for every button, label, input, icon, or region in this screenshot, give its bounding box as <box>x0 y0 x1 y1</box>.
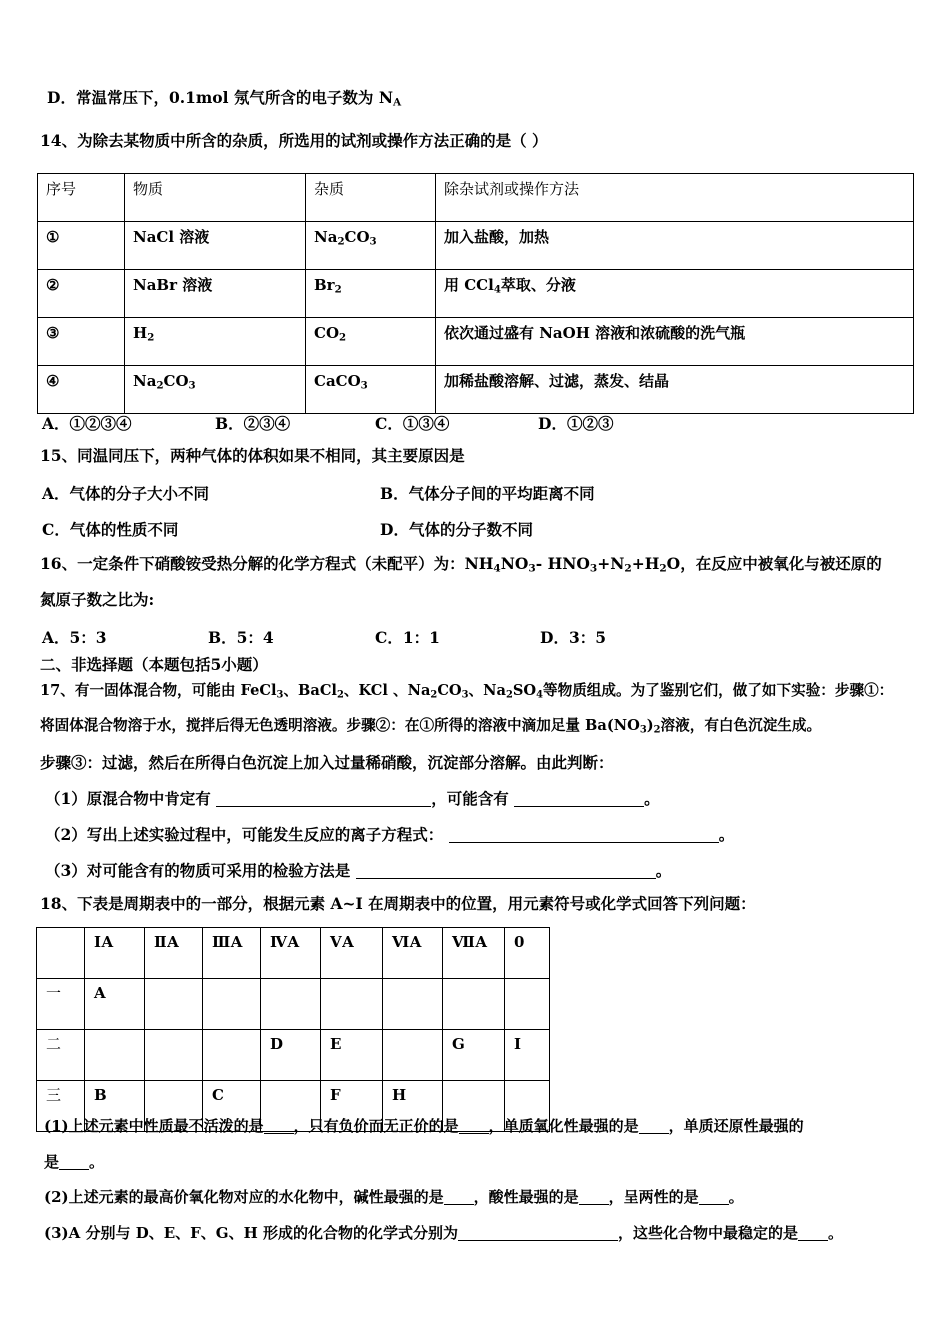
row-method: 加稀盐酸溶解、过滤，蒸发、结晶 <box>436 366 914 414</box>
row-impurity: $CO_2$ <box>306 318 436 366</box>
q13-option-d <box>47 90 401 108</box>
section2-heading: 二、非选择题（本题包括5小题） <box>40 655 268 674</box>
periodic-table-excerpt <box>36 927 550 1132</box>
periodic-row-1 <box>37 979 550 1030</box>
q16-option-d[interactable]: D．3：5 <box>540 628 607 647</box>
cell-p2-VA: E <box>321 1030 383 1081</box>
q16-option-c[interactable]: C．1：1 <box>375 628 440 647</box>
q16-stem-suffix: ，在反应中被氧化与被还原的 <box>680 554 882 573</box>
q17-sub1 <box>45 791 660 807</box>
q17-sub1-blank-2[interactable] <box>514 806 644 807</box>
cell-p1-VA <box>321 979 383 1030</box>
row-method: 加入盐酸，加热 <box>436 222 914 270</box>
table-row <box>38 366 914 414</box>
row-substance: $Na_2CO_3$ <box>125 366 306 414</box>
row-substance: $H_2$ <box>125 318 306 366</box>
q15-option-a[interactable]: A．气体的分子大小不同 <box>42 484 210 503</box>
q18-sub3 <box>44 1226 843 1241</box>
q18-sub2-blank-2[interactable] <box>579 1204 609 1205</box>
cell-p3-VA: F <box>321 1081 383 1132</box>
q14-option-d[interactable]: D．①②③ <box>538 414 614 433</box>
q15-stem: 15、同温同压下，两种气体的体积如果不相同，其主要原因是 <box>40 446 465 465</box>
impurity-table-body <box>38 174 914 414</box>
cell-p1-IIA <box>145 979 203 1030</box>
q17-sub2 <box>45 827 734 843</box>
cell-p3-IIIA: C <box>203 1081 261 1132</box>
q18-sub1-blank-1[interactable] <box>264 1133 294 1134</box>
q17-line3: 步骤③：过滤，然后在所得白色沉淀上加入过量稀硝酸，沉淀部分溶解。由此判断： <box>40 753 614 772</box>
table-row <box>38 222 914 270</box>
cell-p2-IA <box>85 1030 145 1081</box>
group-header-VIIA: ⅦA <box>443 928 505 979</box>
row-no: ② <box>38 270 125 318</box>
period-label-2: 二 <box>37 1030 85 1081</box>
cell-p1-IA: A <box>85 979 145 1030</box>
q17-sub1-blank-1[interactable] <box>216 806 431 807</box>
q15-option-c[interactable]: C．气体的性质不同 <box>42 520 179 539</box>
q15-option-b[interactable]: B．气体分子间的平均距离不同 <box>380 484 595 503</box>
q17-sub3 <box>45 863 671 879</box>
period-label-3: 三 <box>37 1081 85 1132</box>
cell-p2-VIIA: G <box>443 1030 505 1081</box>
table-header-row <box>38 174 914 222</box>
q17-sub3-text-b: 。 <box>655 861 672 880</box>
q18-sub1-blank-3[interactable] <box>639 1133 669 1134</box>
cell-p1-0 <box>505 979 550 1030</box>
q18-sub2-text-a: (2)上述元素的最高价氧化物对应的水化物中，碱性最强的是 <box>44 1188 444 1206</box>
table-row <box>38 270 914 318</box>
cell-p1-VIA <box>383 979 443 1030</box>
q14-option-c[interactable]: C．①③④ <box>375 414 450 433</box>
cell-p2-IVA: D <box>261 1030 321 1081</box>
row-no: ④ <box>38 366 125 414</box>
q16-equation: $NH_4NO_3-$ $HNO_3+N_2+H_2O$ <box>464 554 681 575</box>
cell-p3-VIA: H <box>383 1081 443 1132</box>
group-header-IIIA: ⅢA <box>203 928 261 979</box>
group-header-IA: ⅠA <box>85 928 145 979</box>
q16-stem-line2: 氮原子数之比为: <box>40 590 155 609</box>
q18-sub3-text-b: ，这些化合物中最稳定的是 <box>618 1224 799 1242</box>
cell-p2-0: I <box>505 1030 550 1081</box>
row-no: ① <box>38 222 125 270</box>
cell-p2-VIA <box>383 1030 443 1081</box>
q15-option-d[interactable]: D．气体的分子数不同 <box>380 520 533 539</box>
q16-stem-line1 <box>40 556 882 574</box>
q17-sub2-text-b: 。 <box>718 825 735 844</box>
header-method: 除杂试剂或操作方法 <box>436 174 914 222</box>
q18-sub1-line2 <box>44 1155 104 1170</box>
cell-p2-IIA <box>145 1030 203 1081</box>
cell-p1-VIIA <box>443 979 505 1030</box>
q17-line1: 17、有一固体混合物，可能由 FeCl$_3$、BaCl$_2$、KCl 、$Na_2CO_3$、$Na_2SO_4$等物质组成。为了鉴别它们，做了如下实验：步骤①： <box>40 682 894 701</box>
row-method: 依次通过盛有 NaOH 溶液和浓硫酸的洗气瓶 <box>436 318 914 366</box>
q17-sub1-text-a: （1）原混合物中肯定有 <box>45 789 211 808</box>
cell-p3-IA: B <box>85 1081 145 1132</box>
header-impurity: 杂质 <box>306 174 436 222</box>
q16-option-a[interactable]: A．5：3 <box>42 628 107 647</box>
row-impurity: CaCO$_3$ <box>306 366 436 414</box>
q18-sub1-text-f: 。 <box>89 1153 105 1171</box>
q18-sub2-text-d: 。 <box>728 1188 744 1206</box>
group-header-VIA: ⅥA <box>383 928 443 979</box>
header-no: 序号 <box>38 174 125 222</box>
q17-sub3-blank-1[interactable] <box>356 878 656 879</box>
q18-sub1-blank-4[interactable] <box>59 1169 89 1170</box>
q18-sub3-text-a: (3)A 分别与 D、E、F、G、H 形成的化合物的化学式分别为 <box>44 1224 459 1242</box>
q17-sub1-text-c: 。 <box>644 789 660 808</box>
q17-sub2-blank-1[interactable] <box>449 842 719 843</box>
group-header-0: 0 <box>505 928 550 979</box>
q18-sub2-text-b: ，酸性最强的是 <box>473 1188 579 1206</box>
periodic-corner-cell <box>37 928 85 979</box>
q17-sub1-text-b: ，可能含有 <box>431 789 509 808</box>
group-header-IIA: ⅡA <box>145 928 203 979</box>
q17-line2: 将固体混合物溶于水，搅拌后得无色透明溶液。步骤②：在①所得的溶液中滴加足量 $Ba(NO_3)_2$溶液，有白色沉淀生成。 <box>40 717 822 736</box>
cell-p1-IIIA <box>203 979 261 1030</box>
group-header-VA: ⅤA <box>321 928 383 979</box>
q14-option-a[interactable]: A．①②③④ <box>42 414 132 433</box>
row-substance: NaCl 溶液 <box>125 222 306 270</box>
q14-option-b[interactable]: B．②③④ <box>215 414 291 433</box>
cell-p1-IVA <box>261 979 321 1030</box>
q16-stem-prefix: 16、一定条件下硝酸铵受热分解的化学方程式（未配平）为： <box>40 554 465 573</box>
periodic-table-body <box>37 928 550 1132</box>
q17-sub2-text-a: （2）写出上述实验过程中，可能发生反应的离子方程式： <box>45 825 444 844</box>
q18-sub2-blank-3[interactable] <box>699 1204 729 1205</box>
row-no: ③ <box>38 318 125 366</box>
period-label-1: 一 <box>37 979 85 1030</box>
q14-stem: 14、为除去某物质中所含的杂质，所选用的试剂或操作方法正确的是（ ） <box>40 131 548 150</box>
q18-sub2-text-c: ，呈两性的是 <box>608 1188 699 1206</box>
q17-sub3-text-a: （3）对可能含有的物质可采用的检验方法是 <box>45 861 351 880</box>
q18-sub3-blank-2[interactable] <box>798 1240 828 1241</box>
periodic-header-row <box>37 928 550 979</box>
row-substance: NaBr 溶液 <box>125 270 306 318</box>
q18-sub1-text-a: (1)上述元素中性质最不活泼的是 <box>44 1117 264 1135</box>
q13-option-d-subscript: A <box>393 96 402 109</box>
q18-sub2-blank-1[interactable] <box>444 1204 474 1205</box>
q18-sub1-line1 <box>44 1119 804 1134</box>
periodic-row-2 <box>37 1030 550 1081</box>
q18-sub1-text-b: ，只有负价而无正价的是 <box>293 1117 459 1135</box>
q18-sub2 <box>44 1190 744 1205</box>
q18-sub1-text-d: ，单质还原性最强的 <box>668 1117 804 1135</box>
row-impurity: $Br_2$ <box>306 270 436 318</box>
q16-option-b[interactable]: B．5：4 <box>208 628 274 647</box>
q18-sub1-text-e: 是 <box>44 1153 60 1171</box>
impurity-removal-table <box>37 173 914 414</box>
q18-sub3-blank-1[interactable] <box>458 1240 618 1241</box>
group-header-IVA: ⅣA <box>261 928 321 979</box>
table-row <box>38 318 914 366</box>
cell-p2-IIIA <box>203 1030 261 1081</box>
row-method: 用 CCl$_4$萃取、分液 <box>436 270 914 318</box>
header-substance: 物质 <box>125 174 306 222</box>
row-impurity: $Na_2CO_3$ <box>306 222 436 270</box>
q18-sub3-text-c: 。 <box>828 1224 844 1242</box>
q18-sub1-blank-2[interactable] <box>459 1133 489 1134</box>
q18-stem: 18、下表是周期表中的一部分，根据元素 A~I 在周期表中的位置，用元素符号或化学式回答下列问题： <box>40 894 756 913</box>
q13-option-d-text: D．常温常压下，0.1mol 氖气所含的电子数为 N <box>47 88 393 107</box>
q18-sub1-text-c: ，单质氧化性最强的是 <box>488 1117 639 1135</box>
